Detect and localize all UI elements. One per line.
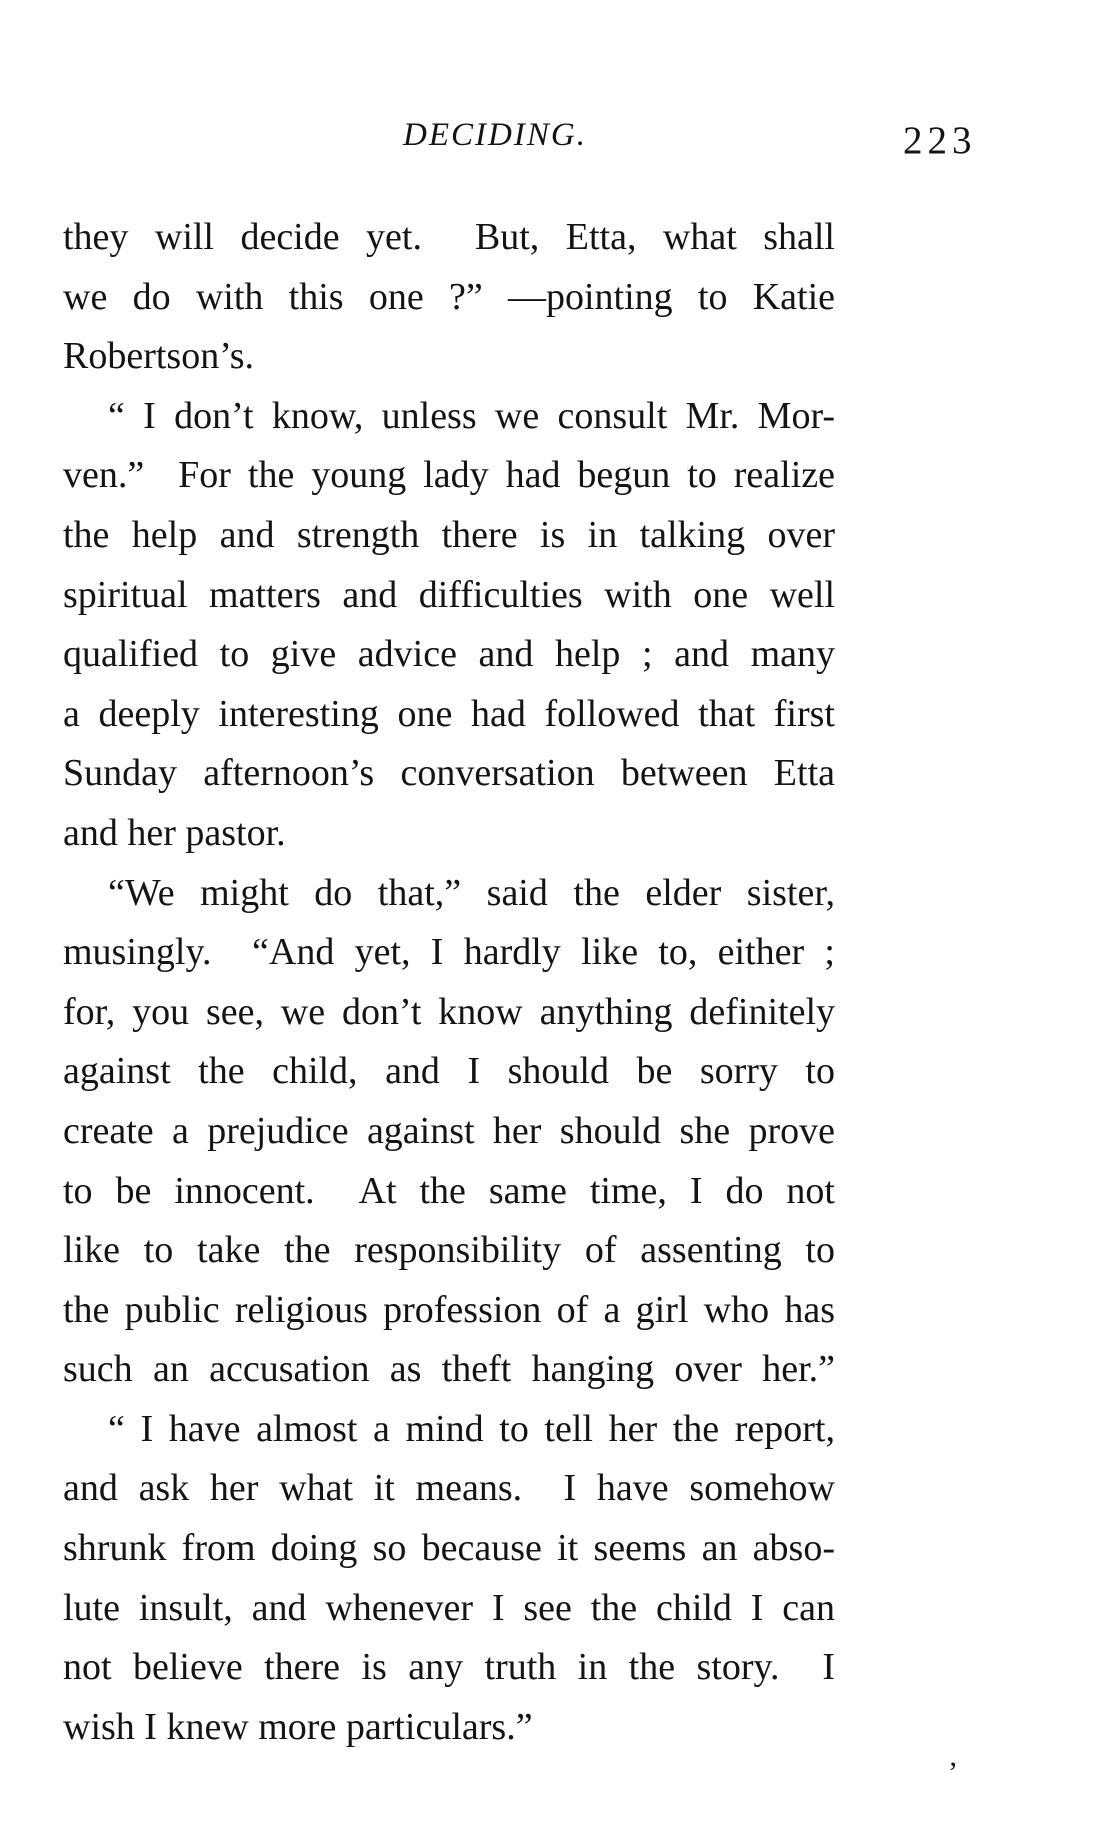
text-line: “ I don’t know, unless we consult Mr. Mor- [108,394,835,437]
text-line: spiritual matters and difficulties with one well [63,573,835,616]
text-line: “We might do that,” said the elder sister, [108,871,835,914]
page-number: 223 [903,119,977,162]
text-line: lute insult, and whenever I see the child I can [63,1586,835,1629]
text-line: ven.” For the young lady had begun to realize [63,454,835,497]
text-line: not believe there is any truth in the story. I [63,1646,835,1689]
text-line: Sunday afternoon’s conversation between Etta [63,752,835,795]
running-head [0,0,1099,180]
text-line: the public religious profession of a girl who has [63,1288,835,1331]
text-line: musingly. “And yet, I hardly like to, either ; [63,931,835,974]
text-line: we do with this one ?” —pointing to Katie [63,275,835,318]
text-line: the help and strength there is in talking over [63,513,835,556]
text-line: such an accusation as theft hanging over her.” [63,1348,835,1391]
text-line: they will decide yet. But, Etta, what shall [63,216,835,258]
text-line: to be innocent. At the same time, I do not [63,1169,835,1212]
text-line: Robertson’s. [63,335,255,378]
text-line: and ask her what it means. I have somehow [63,1467,835,1510]
body-text [63,208,835,1757]
chapter-title: DECIDING. [403,117,587,153]
text-line: a deeply interesting one had followed that first [63,692,835,735]
text-line: qualified to give advice and help ; and many [63,633,835,676]
text-line: create a prejudice against her should she prove [63,1109,835,1152]
stray-mark: ’ [948,1756,958,1789]
text-line: wish I knew more particulars.” [63,1705,533,1748]
text-line: for, you see, we don’t know anything definitely [63,990,835,1033]
text-line: and her pastor. [63,811,286,854]
text-line: like to take the responsibility of assenting to [63,1229,835,1272]
text-line: shrunk from doing so because it seems an abso- [63,1527,835,1570]
text-line: against the child, and I should be sorry to [63,1050,835,1093]
text-line: “ I have almost a mind to tell her the report, [108,1407,835,1450]
